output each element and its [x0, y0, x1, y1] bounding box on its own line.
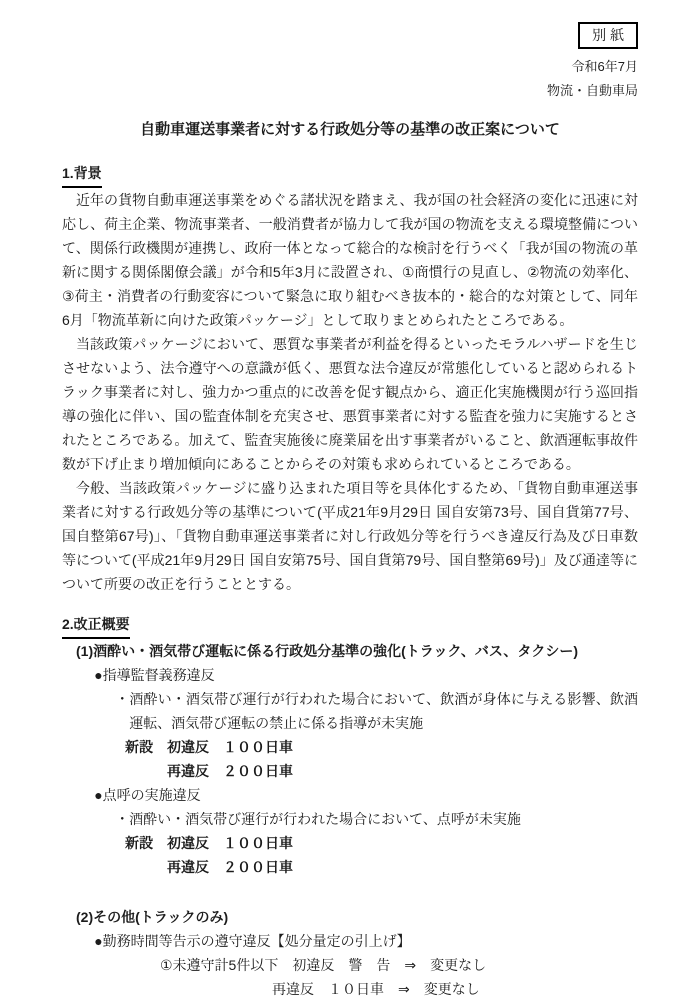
- section-background: [62, 161, 638, 596]
- issuing-bureau: 物流・自動車局: [546, 83, 638, 98]
- section-1-heading-row: [62, 161, 638, 188]
- attachment-tag: 別 紙: [578, 22, 638, 49]
- subsection-2-heading: (2)その他(トラックのみ): [76, 909, 229, 925]
- section-outline: [62, 612, 638, 999]
- background-paragraph-1: 近年の貨物自動車運送事業をめぐる諸状況を踏まえ、我が国の社会経済の変化に迅速に対応し、荷主企業、物流事業者、一般消費者が協力して我が国の物流を支える環境整備について、関係行政機関が連携し、政府一体となって総合的な検討を行うべく「我が国の物流の革新に関する関係閣僚会議」が令和5年3月に設置され、①商慣行の見直し、②物流の効率化、③荷主・消費者の行動変容について緊急に取り組むべき抜本的・総合的な対策として、同年6月「物流革新に向けた政策パッケージ」として取りまとめられたところである。: [62, 192, 638, 328]
- rule-first-violation-line: ①未遵守計5件以下 初違反 警 告 ⇒ 変更なし: [160, 957, 487, 973]
- section-1-heading: 1.背景: [62, 161, 102, 188]
- subsection-1-heading: (1)酒酔い・酒気帯び運転に係る行政処分基準の強化(トラック、バス、タクシー): [76, 643, 579, 659]
- bullet-supervision-violation: ●指導監督義務違反: [94, 667, 215, 683]
- section-2-heading-row: [62, 612, 638, 639]
- penalty-repeat-supervision: 再違反 ２００日車: [167, 763, 293, 779]
- document-header: [62, 22, 638, 103]
- bullet-working-hours-violation: ●勤務時間等告示の遵守違反【処分量定の引上げ】: [94, 933, 411, 949]
- bullet-rollcall-violation: ●点呼の実施違反: [94, 787, 201, 803]
- rule-repeat-violation-line: 再違反 １０日車 ⇒ 変更なし: [272, 981, 480, 997]
- penalty-first-rollcall: 新設 初違反 １００日車: [125, 835, 293, 851]
- attachment-tag-row: [62, 22, 638, 49]
- background-paragraph-2: 当該政策パッケージにおいて、悪質な事業者が利益を得るといったモラルハザードを生じさせないよう、法令遵守への意識が低く、悪質な法令違反が常態化していると認められるトラック事業者に対し、強力かつ重点的に改善を促す観点から、適正化実施機関が行う巡回指導の強化に伴い、国の監査体制を充実させ、悪質事業者に対する監査を強力に実施するとされたところである。加えて、監査実施後に廃業届を出す事業者がいること、飲酒運転事故件数が下げ止まり増加傾向にあることからその対策も求められているところである。: [62, 336, 638, 472]
- note-supervision-violation: ・酒酔い・酒気帯び運行が行われた場合において、飲酒が身体に与える影響、飲酒運転、酒気帯び運転の禁止に係る指導が未実施: [115, 691, 638, 731]
- document-date: 令和6年7月: [571, 59, 638, 74]
- background-paragraph-3: 今般、当該政策パッケージに盛り込まれた項目等を具体化するため、「貨物自動車運送事業者に対する行政処分等の基準について(平成21年9月29日 国自安第73号、国自貨第77号、国自整第67号)」、「貨物自動車運送事業者に対し行政処分等を行うべき違反行為及び日車数等について(平成21年9月29日 国自安第75号、国自貨第79号、国自整第69号)」及び通達等について所要の改正を行うこととする。: [62, 480, 638, 592]
- penalty-repeat-rollcall: 再違反 ２００日車: [167, 859, 293, 875]
- penalty-first-supervision: 新設 初違反 １００日車: [125, 739, 293, 755]
- note-rollcall-violation: ・酒酔い・酒気帯び運行が行われた場合において、点呼が未実施: [115, 811, 521, 827]
- document-title: 自動車運送事業者に対する行政処分等の基準の改正案について: [140, 121, 560, 138]
- section-2-heading: 2.改正概要: [62, 612, 130, 639]
